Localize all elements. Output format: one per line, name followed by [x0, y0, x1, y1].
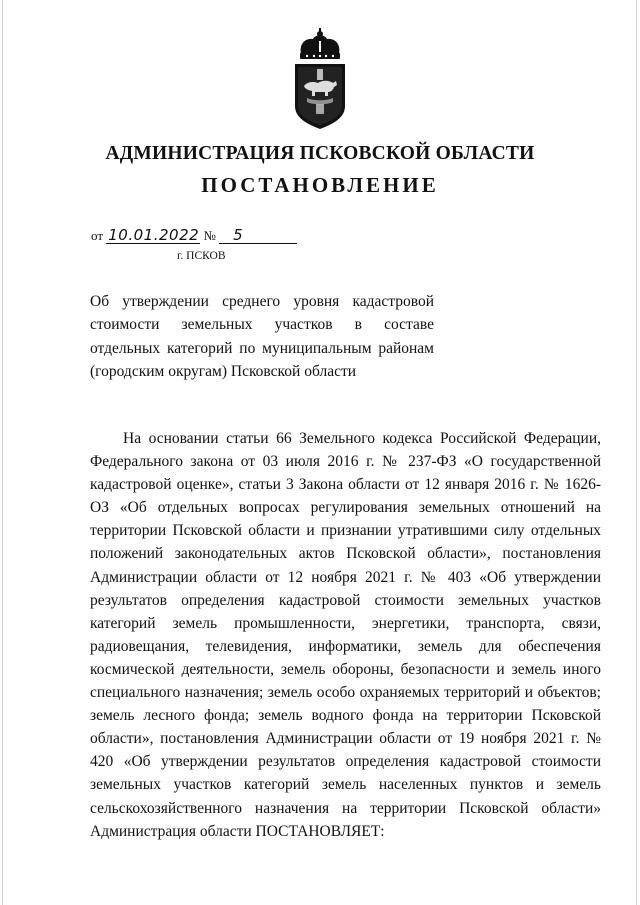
date-number-line	[91, 228, 297, 244]
date-prefix: от	[91, 228, 104, 243]
document-subject: Об утверждении среднего уровня кадастровой стоимости земельных участков в составе отдельных категорий по муниципальным районам (городским округам) Псковской области	[90, 293, 434, 380]
scan-edge-right	[636, 0, 637, 905]
organization-title: АДМИНИСТРАЦИЯ ПСКОВСКОЙ ОБЛАСТИ	[105, 143, 535, 164]
date-value: 10.01.2022	[108, 226, 200, 244]
city-label: г. ПСКОВ	[177, 250, 226, 262]
document-body-paragraph: На основании статьи 66 Земельного кодекса Российской Федерации, Федерального закона от 03 июля 2016 г. № 237-ФЗ «О государственной кадастровой оценке», статьи 3 Закона области от 12 января 2016 г. № 1626-ОЗ «Об отдельных вопросах регулирования земельных отношений на территории Псковской области и признании утратившими силу отдельных положений законодательных актов Псковской области», постановления Администрации области от 12 ноября 2021 г. № 403 «Об утверждении результатов определения кадастровой стоимости земельных участков категорий земель промышленности, энергетики, транспорта, связи, радиовещания, телевидения, информатики, земель для обеспечения космической деятельности, земель обороны, безопасности и земель иного специального назначения; земель особо охраняемых территорий и объектов; земель лесного фонда; земель водного фонда на территории Псковской области», постановления Администрации области от 19 ноября 2021 г. № 420 «Об утверждении результатов определения кадастровой стоимости земельных участков категорий земель населенных пунктов и земель сельскохозяйственного назначения на территории Псковской области» Администрация области ПОСТАНОВЛЯЕТ:	[90, 430, 601, 840]
scan-edge-left	[2, 0, 3, 905]
number-prefix: №	[203, 228, 216, 243]
number-value: 5	[219, 228, 297, 244]
document-type-title: ПОСТАНОВЛЕНИЕ	[201, 173, 439, 197]
pskov-coat-of-arms-icon	[287, 28, 353, 130]
